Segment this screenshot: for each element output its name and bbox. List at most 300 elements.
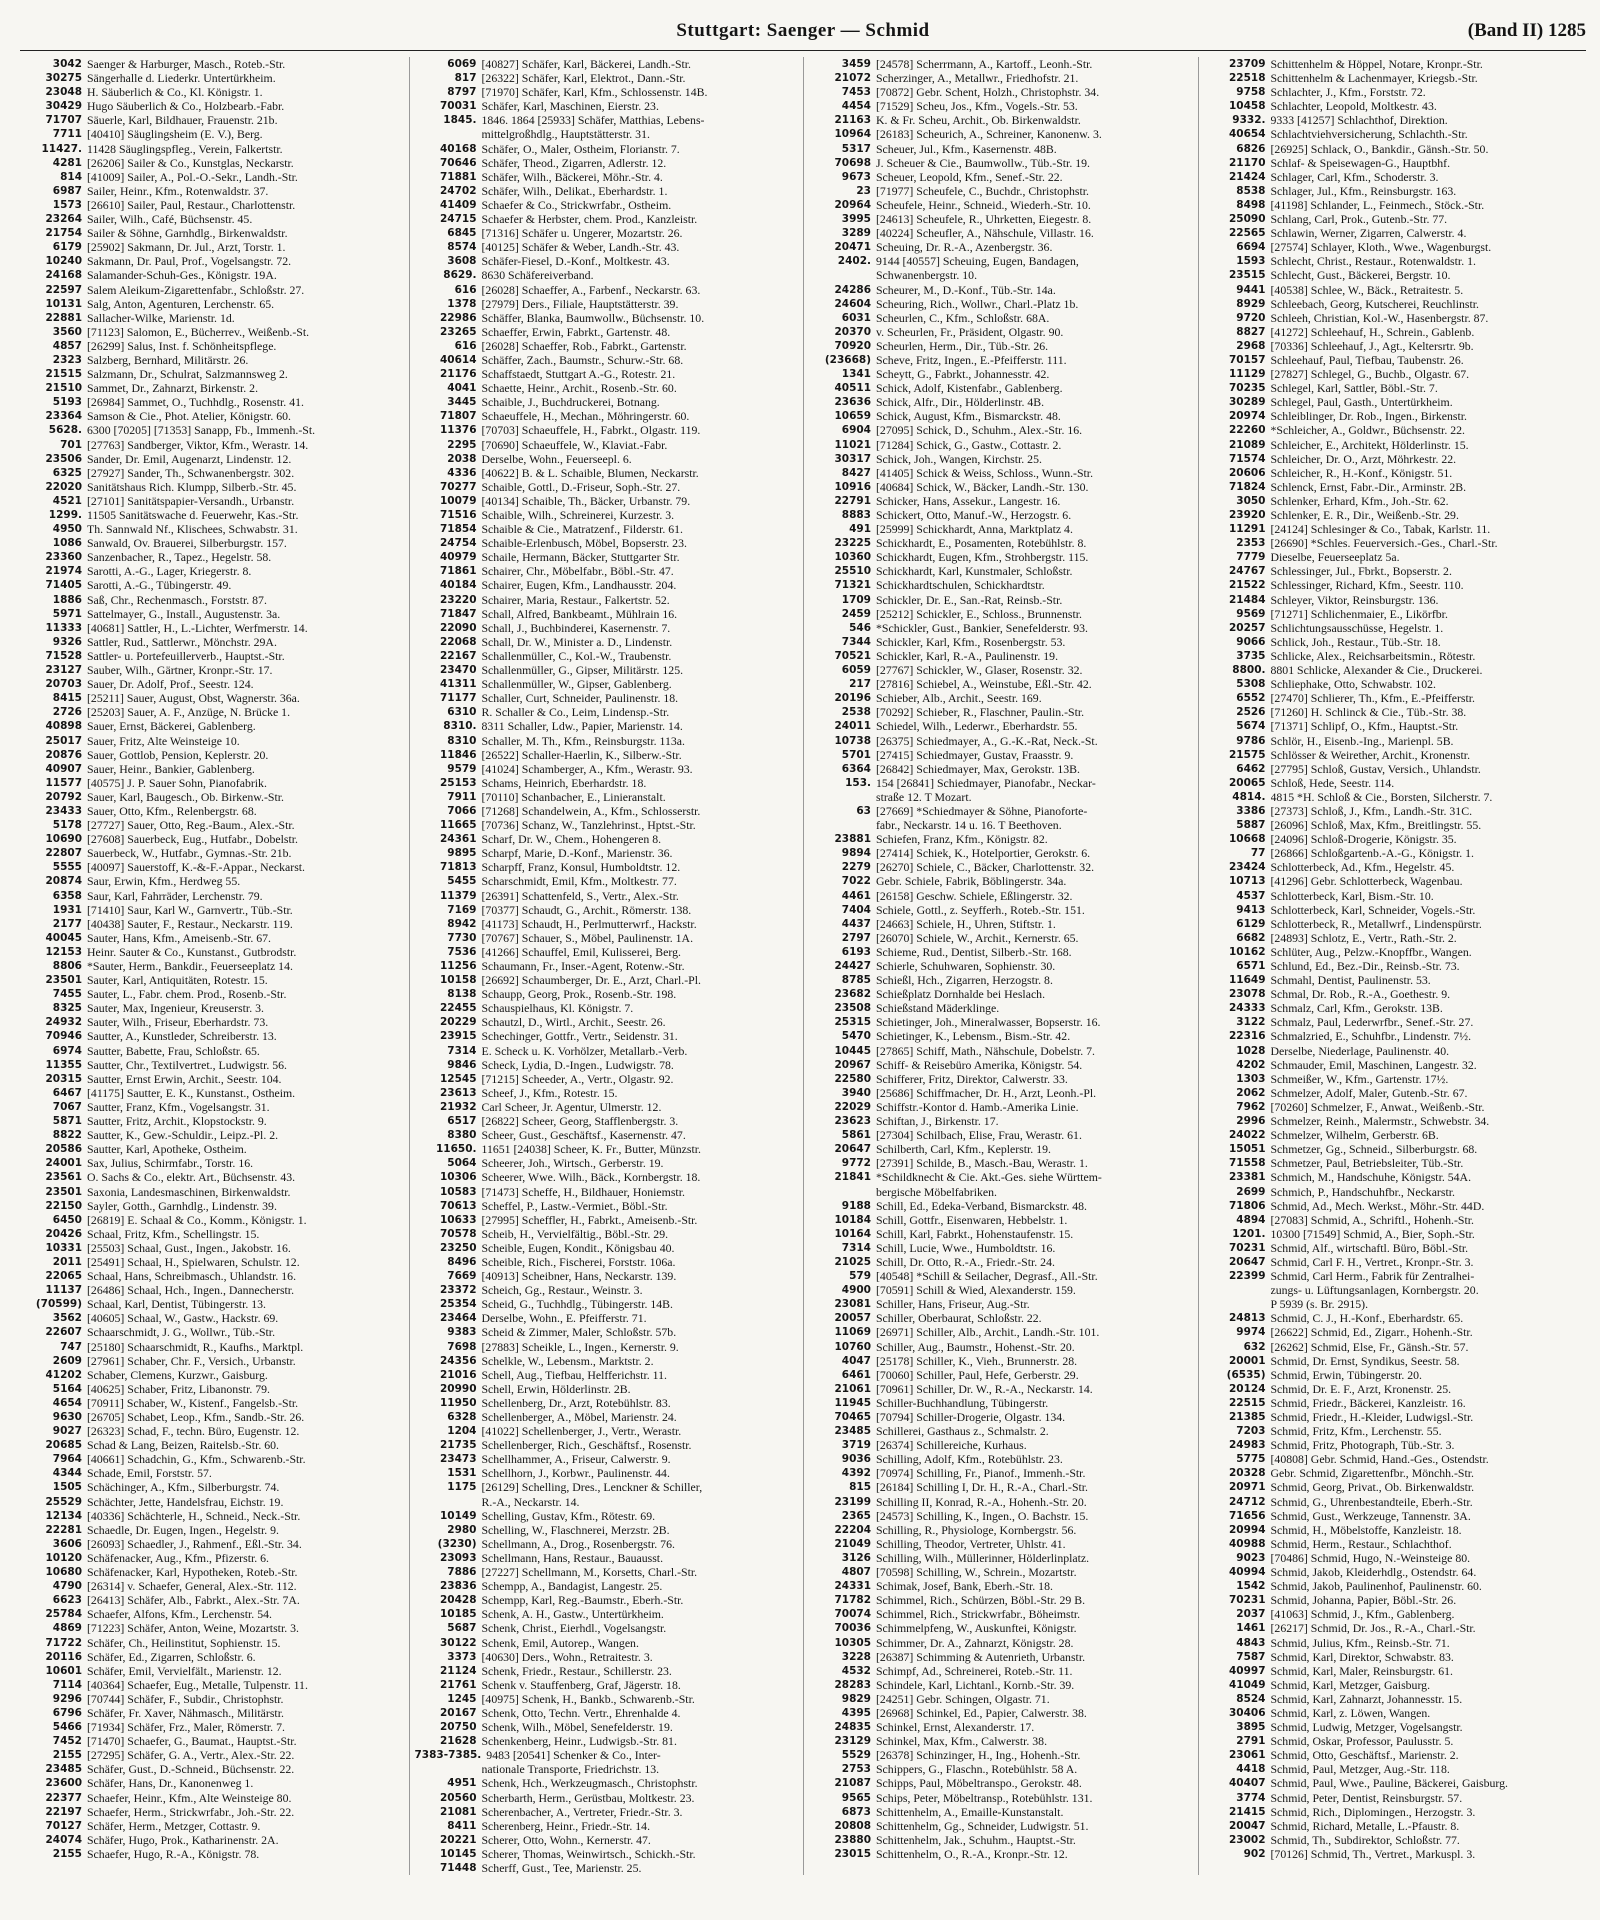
directory-entry bbox=[1204, 1156, 1587, 1170]
entry-text: [27470] Schlierer, Th., Kfm., E.-Pfeifferstr. bbox=[1270, 691, 1476, 706]
phone-number: 21124 bbox=[439, 1664, 477, 1677]
phone-number: 21510 bbox=[45, 382, 82, 395]
phone-number: 12153 bbox=[45, 945, 82, 958]
directory-column-4 bbox=[1198, 57, 1587, 1875]
phone-number: 3995 bbox=[841, 213, 871, 226]
entry-text: Schallenmüller, W., Gipser, Gablenberg. bbox=[481, 677, 672, 692]
phone-number: 10659 bbox=[834, 410, 871, 423]
entry-text: straße 12. T Mozart. bbox=[876, 789, 972, 804]
phone-number: 23220 bbox=[439, 593, 477, 606]
phone-number: 4392 bbox=[841, 1467, 871, 1480]
entry-text: Schill, Gottfr., Eisenwaren, Hebbelstr. 1. bbox=[876, 1212, 1068, 1227]
phone-number: 25784 bbox=[45, 1608, 82, 1621]
phone-number: 71813 bbox=[439, 861, 477, 874]
entry-text: Schmid, C. J., H.-Konf., Eberhardstr. 65. bbox=[1270, 1311, 1464, 1326]
directory-entry bbox=[20, 1015, 403, 1029]
phone-number: 20974 bbox=[1228, 410, 1266, 423]
phone-number bbox=[809, 818, 876, 832]
phone-number: 3895 bbox=[1236, 1721, 1266, 1734]
phone-number: 70521 bbox=[834, 649, 871, 662]
entry-text: [41022] Schellenberger, J., Vertr., Werastr. bbox=[481, 1424, 682, 1439]
entry-text: [26028] Schaeffer, Rob., Fabrkt., Gartenstr. bbox=[481, 338, 687, 353]
directory-column-3 bbox=[803, 57, 1192, 1875]
entry-text: Salamander-Schuh-Ges., Königstr. 19A. bbox=[87, 268, 277, 283]
phone-number: 70074 bbox=[834, 1608, 871, 1621]
phone-number: 6682 bbox=[1236, 931, 1266, 944]
entry-text: Schenk, A. H., Gastw., Untertürkheim. bbox=[481, 1607, 664, 1622]
entry-text: [41272] Schleehauf, H., Schrein., Gablenb. bbox=[1270, 324, 1475, 339]
directory-entry bbox=[415, 1452, 798, 1466]
entry-text: Schick, August, Kfm., Bismarckstr. 48. bbox=[876, 409, 1061, 424]
directory-entry bbox=[20, 649, 403, 663]
entry-text: [24251] Gebr. Schingen, Olgastr. 71. bbox=[876, 1691, 1050, 1706]
entry-text: Scherer, Thomas, Weinwirtsch., Schickh.-Str. bbox=[481, 1846, 696, 1861]
entry-text: [40438] Sauter, F., Restaur., Neckarstr. 119. bbox=[87, 916, 293, 931]
phone-number: 70613 bbox=[439, 1199, 477, 1212]
directory-entry bbox=[1204, 663, 1587, 677]
directory-entry bbox=[415, 663, 798, 677]
phone-number: 6461 bbox=[841, 1368, 871, 1381]
entry-text: [26070] Schiele, W., Archit., Kernerstr. 65. bbox=[876, 930, 1079, 945]
entry-text: Derselbe, Niederlage, Paulinenstr. 40. bbox=[1270, 1043, 1450, 1058]
entry-text: Schilberth, Carl, Kfm., Keplerstr. 19. bbox=[876, 1142, 1051, 1157]
phone-number: 5178 bbox=[52, 819, 82, 832]
entry-text: [26842] Schiedmayer, Max, Gerokstr. 13B. bbox=[876, 761, 1080, 776]
directory-entry bbox=[415, 818, 798, 832]
phone-number: 15051 bbox=[1228, 1143, 1266, 1156]
phone-number: 22580 bbox=[834, 1072, 871, 1085]
directory-entry bbox=[1204, 987, 1587, 1001]
phone-number: 11376 bbox=[439, 424, 477, 437]
directory-entry bbox=[1204, 903, 1587, 917]
directory-entry bbox=[1204, 71, 1587, 85]
phone-number: 22515 bbox=[1228, 1396, 1266, 1409]
directory-entry bbox=[415, 987, 798, 1001]
directory-entry bbox=[415, 1100, 798, 1114]
entry-text: Schaette, Heinr., Archit., Rosenb.-Str. 60. bbox=[481, 381, 677, 396]
directory-entry bbox=[1204, 635, 1587, 649]
directory-entry bbox=[809, 1847, 1192, 1861]
directory-entry bbox=[20, 959, 403, 973]
entry-text: [40913] Scheibner, Hans, Neckarstr. 139. bbox=[481, 1269, 677, 1284]
entry-text: Schindele, Karl, Lichtanl., Kornb.-Str. 39. bbox=[876, 1677, 1075, 1692]
entry-text: Saur, Erwin, Kfm., Herdweg 55. bbox=[87, 874, 241, 889]
directory-entry bbox=[415, 1311, 798, 1325]
phone-number: 40979 bbox=[439, 551, 477, 564]
entry-text: [26819] E. Schaal & Co., Komm., Königstr. 1. bbox=[87, 1212, 307, 1227]
phone-number: 2402. bbox=[837, 255, 871, 268]
directory-entry bbox=[20, 846, 403, 860]
entry-text: Hugo Säuberlich & Co., Holzbearb.-Fabr. bbox=[87, 99, 285, 114]
directory-entry bbox=[809, 1537, 1192, 1551]
phone-number: 40654 bbox=[1228, 128, 1266, 141]
phone-number: 3373 bbox=[447, 1650, 477, 1663]
phone-number: 22029 bbox=[834, 1100, 871, 1113]
phone-number: 3126 bbox=[841, 1551, 871, 1564]
directory-entry bbox=[1204, 649, 1587, 663]
directory-entry bbox=[809, 353, 1192, 367]
entry-text: Schäfer, Hugo, Prok., Katharinenstr. 2A. bbox=[87, 1832, 279, 1847]
phone-number: 24001 bbox=[45, 1157, 82, 1170]
directory-entry bbox=[1204, 438, 1587, 452]
directory-entry bbox=[1204, 1706, 1587, 1720]
entry-text: Scheef, J., Kfm., Rotestr. 15. bbox=[481, 1085, 618, 1100]
entry-text: Schäfer-Fiesel, D.-Konf., Moltkestr. 43. bbox=[481, 254, 670, 269]
entry-text: Schmid, Richard, Metalle, L.-Pfaustr. 8. bbox=[1270, 1818, 1460, 1833]
entry-text: Schleyer, Viktor, Reinsburgstr. 136. bbox=[1270, 592, 1439, 607]
entry-text: *Sauter, Herm., Bankdir., Feuerseeplatz 14. bbox=[87, 959, 293, 973]
directory-entry bbox=[415, 1297, 798, 1311]
directory-entry bbox=[1204, 762, 1587, 776]
entry-text: Sanitätshaus Rich. Klumpp, Silberb.-Str. 45. bbox=[87, 479, 297, 494]
entry-text: Schmid, Paul, Wwe., Pauline, Bäckerei, Gaisburg. bbox=[1270, 1776, 1508, 1791]
directory-entry bbox=[20, 522, 403, 536]
directory-entry bbox=[809, 127, 1192, 141]
entry-text: [27304] Schilbach, Elise, Frau, Werastr. 61. bbox=[876, 1128, 1082, 1143]
directory-entry bbox=[809, 1100, 1192, 1114]
entry-text: Schlager, Jul., Kfm., Reinsburgstr. 163. bbox=[1270, 183, 1457, 198]
entry-text: Sanzenbacher, R., Tapez., Hegelstr. 58. bbox=[87, 550, 272, 565]
directory-entry bbox=[1204, 1819, 1587, 1833]
phone-number: 546 bbox=[849, 621, 871, 634]
directory-entry bbox=[1204, 734, 1587, 748]
directory-entry bbox=[415, 734, 798, 748]
directory-entry bbox=[1204, 945, 1587, 959]
phone-number: 10445 bbox=[834, 1044, 871, 1057]
directory-entry bbox=[809, 1621, 1192, 1635]
phone-number: 6069 bbox=[447, 58, 477, 70]
directory-entry bbox=[1204, 1621, 1587, 1635]
directory-entry bbox=[809, 1255, 1192, 1269]
entry-text: Schiffstr.-Kontor d. Hamb.-Amerika Linie. bbox=[876, 1099, 1079, 1114]
directory-entry bbox=[809, 1565, 1192, 1579]
entry-text: [41296] Gebr. Schlotterbeck, Wagenbau. bbox=[1270, 874, 1463, 889]
directory-entry bbox=[415, 85, 798, 99]
phone-number: 6358 bbox=[52, 889, 82, 902]
entry-text: [26925] Schlack, O., Bankdir., Gänsh.-Str. 50. bbox=[1270, 141, 1489, 156]
phone-number: 23709 bbox=[1228, 58, 1266, 70]
directory-entry bbox=[20, 127, 403, 141]
entry-text: Schaible-Erlenbusch, Möbel, Bopserstr. 23. bbox=[481, 536, 687, 551]
phone-number: 9441 bbox=[1236, 283, 1266, 296]
entry-text: Schilling, Theodor, Vertreter, Uhlstr. 41. bbox=[876, 1536, 1066, 1551]
entry-text: [26822] Scheer, Georg, Stafflenbergstr. 3. bbox=[481, 1114, 679, 1129]
entry-text: [71223] Schäfer, Anton, Weine, Mozartstr. 3. bbox=[87, 1621, 299, 1636]
directory-entry bbox=[20, 268, 403, 282]
directory-entry bbox=[1204, 311, 1587, 325]
phone-number: 9296 bbox=[52, 1692, 82, 1705]
entry-text: Schilling, Adolf, Kfm., Rotebühlstr. 23. bbox=[876, 1452, 1063, 1467]
directory-entry bbox=[809, 1692, 1192, 1706]
phone-number: 41049 bbox=[1228, 1678, 1266, 1691]
phone-number: 9630 bbox=[52, 1411, 82, 1423]
entry-text: [27608] Sauerbeck, Eug., Hutfabr., Dobelstr. bbox=[87, 832, 298, 847]
directory-entry bbox=[20, 1170, 403, 1184]
phone-number: 20971 bbox=[1228, 1481, 1266, 1494]
directory-entry bbox=[809, 1044, 1192, 1058]
phone-number: 70127 bbox=[45, 1819, 82, 1832]
phone-number: 2155 bbox=[52, 1847, 82, 1860]
directory-entry bbox=[20, 1241, 403, 1255]
entry-text: [40125] Schäfer & Weber, Landh.-Str. 43. bbox=[481, 240, 680, 255]
directory-entry bbox=[415, 1128, 798, 1142]
entry-text: Schlegel, Karl, Sattler, Böbl.-Str. 7. bbox=[1270, 381, 1438, 396]
phone-number: 22068 bbox=[439, 635, 477, 648]
directory-entry bbox=[20, 395, 403, 409]
entry-text: [26129] Schelling, Dres., Lenckner & Schiller, bbox=[481, 1480, 703, 1495]
directory-entry bbox=[1204, 1805, 1587, 1819]
directory-entry bbox=[809, 395, 1192, 409]
directory-entry bbox=[415, 550, 798, 564]
entry-text: nationale Transporte, Friedrichstr. 13. bbox=[481, 1762, 660, 1777]
directory-entry bbox=[20, 381, 403, 395]
directory-entry bbox=[809, 1325, 1192, 1339]
entry-text: [27083] Schmid, A., Schriftl., Hohenh.-Str. bbox=[1270, 1212, 1474, 1227]
directory-entry bbox=[1204, 480, 1587, 494]
entry-text: [40684] Schick, W., Bäcker, Landh.-Str. 130. bbox=[876, 479, 1089, 494]
entry-text: [27816] Schiebel, A., Weinstube, Eßl.-Str. 42. bbox=[876, 677, 1092, 692]
directory-entry bbox=[20, 607, 403, 621]
entry-text: Sauer, Otto, Kfm., Relenbergstr. 68. bbox=[87, 803, 257, 818]
phone-number: 24074 bbox=[45, 1833, 82, 1846]
phone-number: 7669 bbox=[447, 1270, 477, 1283]
entry-text: Scheuing, Dr. R.-A., Azenbergstr. 36. bbox=[876, 240, 1053, 255]
directory-entry bbox=[415, 1551, 798, 1565]
phone-number: 4041 bbox=[447, 382, 477, 395]
phone-number: 8929 bbox=[1236, 297, 1266, 310]
entry-text: Schimmel, Rich., Schürzen, Böbl.-Str. 29 B. bbox=[876, 1593, 1086, 1608]
directory-entry bbox=[809, 1382, 1192, 1396]
entry-text: Schmid, Karl, Direktor, Schwabstr. 83. bbox=[1270, 1649, 1454, 1664]
entry-text: Säuerle, Karl, Bildhauer, Frauenstr. 21b. bbox=[87, 113, 278, 128]
entry-text: [26971] Schiller, Alb., Archit., Landh.-Str. 101. bbox=[876, 1325, 1100, 1340]
entry-text: Schilling, R., Physiologe, Kornbergstr. 56. bbox=[876, 1522, 1077, 1537]
entry-text: Schicker, Hans, Assekur., Langestr. 16. bbox=[876, 493, 1061, 508]
directory-entry bbox=[20, 1199, 403, 1213]
phone-number: 6031 bbox=[841, 311, 871, 324]
phone-number: 6845 bbox=[447, 227, 477, 240]
entry-text: Schelling, W., Flaschnerei, Merzstr. 2B. bbox=[481, 1522, 670, 1537]
phone-number: 71528 bbox=[45, 649, 82, 662]
directory-entry bbox=[809, 748, 1192, 762]
entry-text: [24096] Schloß-Drogerie, Königstr. 35. bbox=[1270, 832, 1457, 847]
entry-text: [70060] Schiller, Paul, Hefe, Gerberstr. 29. bbox=[876, 1367, 1079, 1382]
entry-text: [40410] Säuglingsheim (E. V.), Berg. bbox=[87, 127, 263, 142]
directory-entry bbox=[415, 1565, 798, 1579]
directory-entry bbox=[20, 889, 403, 903]
phone-number: 20964 bbox=[834, 198, 871, 211]
entry-text: Sauber, Wilh., Gärtner, Kronpr.-Str. 17. bbox=[87, 663, 273, 678]
phone-number: 10164 bbox=[834, 1227, 871, 1240]
directory-entry bbox=[415, 1015, 798, 1029]
directory-entry bbox=[20, 1354, 403, 1368]
directory-entry bbox=[1204, 1015, 1587, 1029]
entry-text: Schaile, Hermann, Bäcker, Stuttgarter Str. bbox=[481, 550, 680, 565]
entry-text: [27883] Scheikle, L., Ingen., Kernerstr. 9. bbox=[481, 1339, 679, 1354]
phone-number: 24168 bbox=[45, 269, 82, 282]
entry-text: Schmid, Rich., Diplomingen., Herzogstr. 3. bbox=[1270, 1804, 1476, 1819]
directory-entry bbox=[809, 677, 1192, 691]
directory-entry bbox=[1204, 1452, 1587, 1466]
phone-number: 21385 bbox=[1228, 1411, 1266, 1423]
entry-text: Scherff, Gust., Tee, Marienstr. 25. bbox=[481, 1861, 642, 1875]
phone-number: 4336 bbox=[447, 466, 477, 479]
phone-number: 20047 bbox=[1228, 1819, 1266, 1832]
phone-number: 7314 bbox=[841, 1241, 871, 1254]
phone-number: 22597 bbox=[45, 283, 82, 296]
phone-number: 5555 bbox=[52, 861, 82, 874]
directory-entry bbox=[1204, 832, 1587, 846]
phone-number: 747 bbox=[60, 1340, 82, 1353]
entry-text: Sauter, Karl, Antiquitäten, Rotestr. 15. bbox=[87, 973, 268, 988]
directory-entry bbox=[1204, 494, 1587, 508]
phone-number: 2295 bbox=[447, 438, 477, 451]
phone-number: 5871 bbox=[52, 1115, 82, 1128]
phone-number: 5775 bbox=[1236, 1453, 1266, 1466]
entry-text: Schimak, Josef, Bank, Eberh.-Str. 18. bbox=[876, 1579, 1053, 1594]
phone-number: (3230) bbox=[437, 1537, 477, 1550]
directory-entry bbox=[809, 1213, 1192, 1227]
directory-entry bbox=[1204, 1523, 1587, 1537]
directory-entry bbox=[1204, 846, 1587, 860]
directory-entry bbox=[809, 564, 1192, 578]
directory-entry bbox=[809, 1607, 1192, 1621]
phone-number: 9673 bbox=[841, 170, 871, 183]
phone-number: 20328 bbox=[1228, 1467, 1266, 1480]
entry-text: Scheffel, P., Lastw.-Vermiet., Böbl.-Str. bbox=[481, 1198, 668, 1213]
directory-entry bbox=[415, 889, 798, 903]
entry-text: Schäffer, Zach., Baumstr., Schurw.-Str. 68. bbox=[481, 352, 684, 367]
directory-entry bbox=[809, 480, 1192, 494]
entry-text: Schell, Aug., Tiefbau, Helfferichstr. 11. bbox=[481, 1367, 667, 1382]
phone-number: 71177 bbox=[439, 692, 477, 705]
phone-number: 20876 bbox=[45, 748, 82, 761]
entry-text: Schlotterbeck, Karl, Schneider, Vogels.-Str. bbox=[1270, 902, 1476, 917]
entry-text: [71123] Salomon, E., Bücherrev., Weißenb.-St. bbox=[87, 324, 310, 339]
entry-text: [26387] Schimming & Autenrieth, Urbanstr. bbox=[876, 1649, 1086, 1664]
entry-text: Schillerei, Gasthaus z., Schmalstr. 2. bbox=[876, 1424, 1049, 1439]
phone-number: 70231 bbox=[1228, 1241, 1266, 1254]
directory-entry bbox=[20, 339, 403, 353]
directory-entry bbox=[809, 1354, 1192, 1368]
phone-number: 2459 bbox=[841, 607, 871, 620]
directory-entry bbox=[415, 846, 798, 860]
phone-number: 22020 bbox=[45, 480, 82, 493]
phone-number: 30122 bbox=[439, 1636, 477, 1649]
phone-number: 71722 bbox=[45, 1636, 82, 1649]
directory-entry bbox=[20, 1213, 403, 1227]
directory-entry bbox=[1204, 719, 1587, 733]
directory-entry bbox=[809, 423, 1192, 437]
phone-number: 11950 bbox=[439, 1396, 477, 1409]
entry-text: Schmid, Carl Herm., Fabrik für Zentralhei- bbox=[1270, 1269, 1475, 1284]
entry-text: Schmelzer, Wilhelm, Gerberstr. 6B. bbox=[1270, 1128, 1439, 1143]
directory-entry bbox=[809, 325, 1192, 339]
entry-text: Schaarschmidt, J. G., Wollwr., Tüb.-Str. bbox=[87, 1325, 276, 1340]
directory-entry bbox=[415, 1537, 798, 1551]
entry-text: Sarotti, A.-G., Tübingerstr. 49. bbox=[87, 578, 232, 593]
phone-number: 10158 bbox=[439, 974, 477, 987]
directory-entry bbox=[1204, 1579, 1587, 1593]
entry-text: Schmid, Ludwig, Metzger, Vogelsangstr. bbox=[1270, 1720, 1463, 1735]
phone-number: 23485 bbox=[45, 1763, 82, 1776]
entry-text: Schenk, Wilh., Möbel, Senefelderstr. 19. bbox=[481, 1720, 673, 1735]
directory-entry bbox=[415, 1664, 798, 1678]
directory-entry bbox=[809, 142, 1192, 156]
entry-text: Schad & Lang, Beizen, Raitelsb.-Str. 60. bbox=[87, 1438, 279, 1453]
directory-entry bbox=[1204, 1086, 1587, 1100]
directory-entry bbox=[809, 71, 1192, 85]
directory-entry bbox=[20, 1692, 403, 1706]
directory-entry bbox=[1204, 353, 1587, 367]
entry-text: [26486] Schaal, Hch., Ingen., Dannecherstr. bbox=[87, 1283, 295, 1298]
directory-entry bbox=[809, 536, 1192, 550]
directory-entry bbox=[20, 1762, 403, 1776]
directory-entry bbox=[809, 1311, 1192, 1325]
directory-entry bbox=[20, 1340, 403, 1354]
entry-text: Scheve, Fritz, Ingen., E.-Pfeifferstr. 111. bbox=[876, 352, 1067, 367]
phone-number: 20606 bbox=[1228, 466, 1266, 479]
entry-text: 4815 *H. Schloß & Cie., Borsten, Silcherstr. 7. bbox=[1270, 789, 1493, 804]
phone-number: 40997 bbox=[1228, 1664, 1266, 1677]
directory-entry bbox=[809, 1424, 1192, 1438]
phone-number: 3735 bbox=[1236, 649, 1266, 662]
phone-number: 4395 bbox=[841, 1706, 871, 1719]
phone-number: 40184 bbox=[439, 579, 477, 592]
phone-number: 24331 bbox=[834, 1580, 871, 1593]
phone-number: 817 bbox=[454, 72, 477, 85]
directory-entry bbox=[20, 550, 403, 564]
directory-entry bbox=[1204, 874, 1587, 888]
phone-number: 21072 bbox=[834, 72, 871, 85]
phone-number: 7911 bbox=[447, 790, 477, 803]
directory-entry bbox=[415, 57, 798, 71]
phone-number: 10079 bbox=[439, 494, 477, 507]
phone-number: 23881 bbox=[834, 833, 871, 846]
directory-entry bbox=[809, 762, 1192, 776]
directory-entry bbox=[415, 156, 798, 170]
entry-text: [27865] Schiff, Math., Nähschule, Dobelstr. 7. bbox=[876, 1043, 1095, 1058]
entry-text: Schall, Dr. W., Minister a. D., Lindenstr. bbox=[481, 634, 673, 649]
phone-number: 40045 bbox=[45, 931, 82, 944]
phone-number: 71806 bbox=[1228, 1199, 1266, 1212]
entry-text: Schäfer, Wilh., Bäckerei, Möhr.-Str. 4. bbox=[481, 169, 663, 184]
directory-entry bbox=[1204, 1072, 1587, 1086]
entry-text: Schlachter, Leopold, Moltkestr. 43. bbox=[1270, 99, 1437, 114]
directory-entry bbox=[415, 170, 798, 184]
directory-entry bbox=[1204, 522, 1587, 536]
directory-entry bbox=[1204, 973, 1587, 987]
directory-entry bbox=[809, 621, 1192, 635]
entry-text: Schlichtungsausschüsse, Hegelstr. 1. bbox=[1270, 620, 1444, 635]
directory-entry bbox=[1204, 1551, 1587, 1565]
phone-number: 4900 bbox=[841, 1284, 871, 1297]
phone-number: 41409 bbox=[439, 198, 477, 211]
phone-number: 23682 bbox=[834, 988, 871, 1001]
directory-entry bbox=[20, 170, 403, 184]
entry-text: [25178] Schiller, K., Vieh., Brunnerstr. 28. bbox=[876, 1353, 1078, 1368]
directory-entry bbox=[809, 466, 1192, 480]
directory-entry bbox=[415, 1438, 798, 1452]
directory-entry bbox=[809, 860, 1192, 874]
phone-number: 4807 bbox=[841, 1566, 871, 1579]
entry-text: *Schildknecht & Cie. Akt.-Ges. siehe Württem- bbox=[876, 1170, 1102, 1185]
entry-text: 154 [26841] Schiedmayer, Pianofabr., Neckar- bbox=[876, 775, 1096, 790]
entry-text: Schäfer, Herm., Metzger, Cottastr. 9. bbox=[87, 1818, 261, 1833]
entry-text: 10300 [71549] Schmid, A., Bier, Soph.-Str. bbox=[1270, 1226, 1475, 1241]
directory-entry bbox=[415, 959, 798, 973]
phone-number: 21176 bbox=[439, 368, 477, 381]
